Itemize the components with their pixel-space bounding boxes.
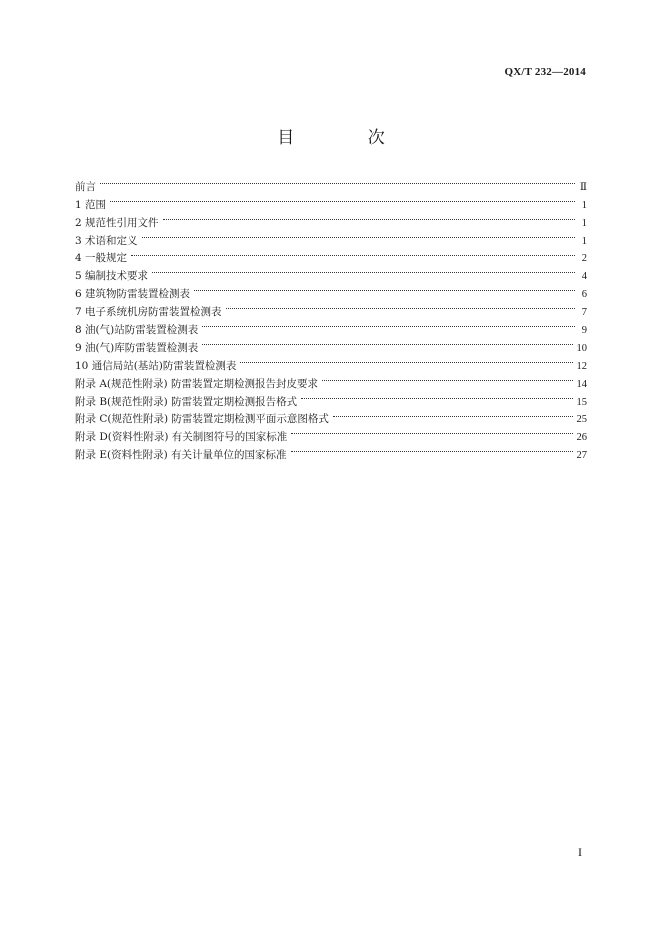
toc-entry-technical-requirements[interactable]	[75, 261, 587, 283]
toc-dot-leader	[333, 405, 573, 423]
toc-dot-leader	[163, 208, 575, 226]
toc-entry-title: 7 电子系统机房防雷装置检测表	[75, 306, 222, 319]
toc-entry-title: 附录 C(规范性附录) 防雷装置定期检测平面示意图格式	[75, 413, 329, 426]
toc-entry-page: 2	[581, 253, 587, 265]
toc-entry-page: 4	[581, 271, 587, 283]
page-title: 目 次	[277, 128, 419, 148]
toc-entry-page: 14	[576, 378, 587, 390]
toc-entry-page: 7	[581, 307, 587, 319]
toc-entry-title: 附录 B(规范性附录) 防雷装置定期检测报告格式	[75, 395, 298, 408]
toc-entry-title: 1 范围	[75, 198, 107, 211]
toc-dot-leader	[202, 333, 572, 351]
toc-entry-title: 4 一般规定	[75, 252, 128, 265]
toc-entry-title: 10 通信局站(基站)防雷装置检测表	[75, 359, 237, 372]
toc-entry-page: 27	[576, 450, 587, 462]
toc-entry-page: 26	[576, 432, 587, 444]
table-of-contents	[75, 172, 587, 462]
toc-entry-terms-definitions[interactable]	[75, 226, 587, 247]
toc-entry-page: Ⅱ	[579, 181, 587, 193]
toc-entry-page: 25	[576, 414, 587, 426]
toc-dot-leader	[194, 279, 575, 297]
toc-dot-leader	[291, 422, 572, 440]
toc-entry-title: 9 油(气)库防雷装置检测表	[75, 341, 199, 354]
toc-entry-page: 15	[576, 396, 587, 408]
toc-entry-page: 6	[581, 289, 587, 301]
toc-entry-page: 12	[576, 360, 587, 372]
toc-entry-title: 2 规范性引用文件	[75, 216, 159, 229]
toc-dot-leader	[131, 244, 575, 262]
toc-entry-title: 8 油(气)站防雷装置检测表	[75, 324, 199, 337]
toc-entry-preface[interactable]	[75, 172, 587, 193]
toc-dot-leader	[291, 440, 573, 458]
page-number: I	[578, 845, 582, 859]
toc-dot-leader	[240, 351, 572, 369]
toc-entry-building-table[interactable]	[75, 279, 587, 301]
toc-entry-normative-references[interactable]	[75, 208, 587, 229]
toc-entry-page: 9	[581, 325, 587, 337]
toc-entry-general-provisions[interactable]	[75, 244, 587, 265]
toc-entry-title: 3 术语和定义	[75, 234, 138, 247]
toc-entry-scope[interactable]	[75, 190, 587, 211]
toc-entry-page: 1	[581, 199, 587, 211]
toc-entry-title: 6 建筑物防雷装置检测表	[75, 288, 191, 301]
toc-dot-leader	[100, 172, 575, 190]
toc-entry-page: 10	[576, 342, 587, 354]
toc-dot-leader	[110, 190, 575, 208]
toc-entry-title: 5 编制技术要求	[75, 270, 149, 283]
toc-dot-leader	[152, 261, 575, 279]
toc-dot-leader	[142, 226, 575, 244]
standard-code: QX/T 232—2014	[504, 66, 586, 78]
toc-dot-leader	[322, 369, 573, 387]
toc-dot-leader	[301, 387, 572, 405]
toc-entry-page: 1	[581, 217, 587, 229]
toc-entry-title: 附录 E(资料性附录) 有关计量单位的国家标准	[75, 449, 287, 462]
toc-entry-title: 前言	[75, 180, 96, 193]
toc-entry-page: 1	[581, 235, 587, 247]
toc-dot-leader	[202, 315, 575, 333]
toc-entry-title: 附录 D(资料性附录) 有关制图符号的国家标准	[75, 431, 288, 444]
toc-dot-leader	[226, 297, 575, 315]
toc-entry-title: 附录 A(规范性附录) 防雷装置定期检测报告封皮要求	[75, 377, 318, 390]
